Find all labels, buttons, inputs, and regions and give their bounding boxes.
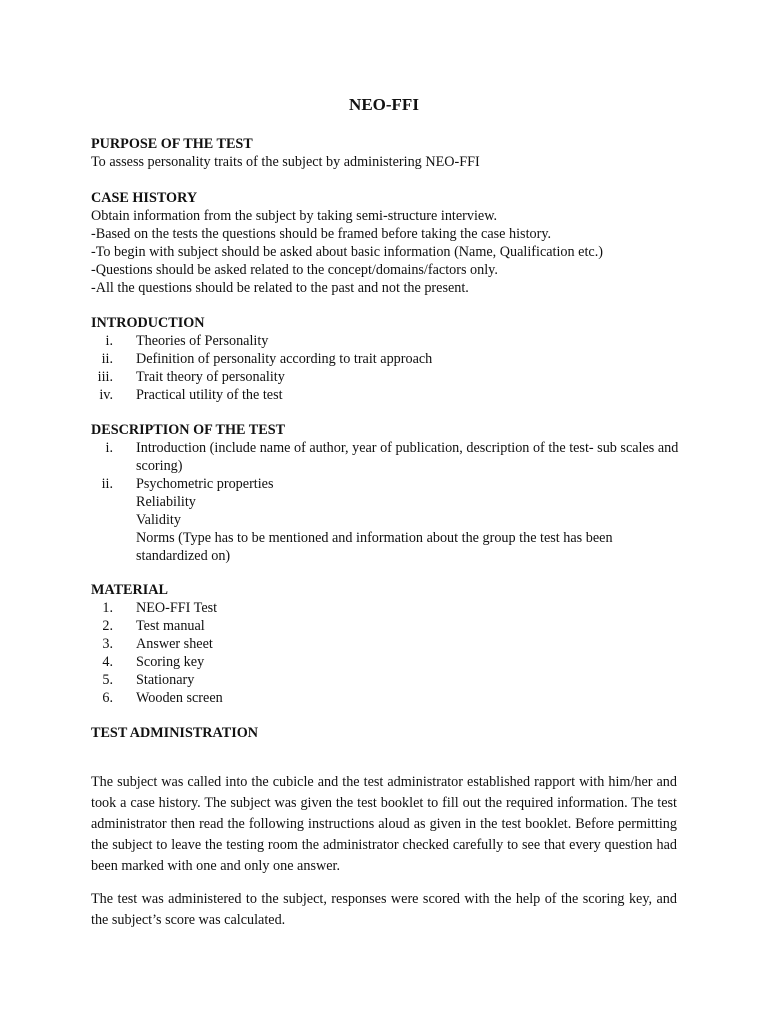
- purpose-text: To assess personality traits of the subject by administering NEO-FFI: [91, 154, 480, 170]
- list-item: [91, 689, 681, 707]
- list-marker: ii.: [101, 476, 113, 492]
- list-item-text: Scoring key: [136, 654, 205, 670]
- list-item-text: NEO-FFI Test: [136, 600, 218, 616]
- list-marker: iii.: [97, 369, 113, 385]
- list-item: [91, 368, 681, 386]
- list-item-text: Practical utility of the test: [136, 387, 283, 403]
- document-title: NEO-FFI: [349, 95, 419, 114]
- case-history-line: -Questions should be asked related to the concept/domains/factors only.: [91, 262, 498, 278]
- purpose-heading: PURPOSE OF THE TEST: [91, 136, 253, 152]
- list-marker: 1.: [102, 600, 113, 616]
- list-item: [91, 671, 681, 689]
- case-history-heading: CASE HISTORY: [91, 190, 198, 206]
- list-item: [91, 475, 681, 565]
- list-item: [91, 653, 681, 671]
- list-marker: 5.: [102, 672, 113, 688]
- list-marker: ii.: [101, 351, 113, 367]
- case-history-line: -All the questions should be related to the past and not the present.: [91, 280, 469, 296]
- material-section: [91, 581, 681, 707]
- material-heading: MATERIAL: [91, 582, 168, 598]
- administration-heading: TEST ADMINISTRATION: [91, 725, 259, 741]
- case-history-line: -Based on the tests the questions should be framed before taking the case history.: [91, 226, 552, 242]
- list-item: [91, 599, 681, 617]
- list-item: [91, 386, 681, 404]
- list-item-text: Wooden screen: [136, 690, 223, 706]
- list-item: [91, 350, 681, 368]
- list-item: [91, 332, 681, 350]
- introduction-section: [91, 314, 681, 404]
- list-marker: 4.: [102, 654, 113, 670]
- list-marker: 2.: [102, 618, 113, 634]
- list-marker: 3.: [102, 636, 113, 652]
- list-item-text: Introduction (include name of author, year of publication, description of the test- sub scales and scoring): [136, 440, 679, 474]
- introduction-list: [91, 332, 681, 404]
- list-item-text: Test manual: [136, 618, 205, 634]
- list-item-text: Stationary: [136, 672, 195, 688]
- description-heading: DESCRIPTION OF THE TEST: [91, 422, 286, 438]
- list-marker: iv.: [99, 387, 113, 403]
- list-item-text: Theories of Personality: [136, 333, 269, 349]
- case-history-line: -To begin with subject should be asked about basic information (Name, Qualification etc.): [91, 244, 603, 260]
- administration-paragraph: The subject was called into the cubicle and the test administrator established rapport with him/her and took a case history. The subject was given the test booklet to fill out the required information. The test administrator then read the following instructions aloud as given in the test booklet. Before permitting the subject to leave the testing room the administrator checked carefully to see that every question had been marked with one and only one answer.: [91, 774, 677, 874]
- material-list: [91, 599, 681, 707]
- list-marker: i.: [105, 440, 113, 456]
- purpose-section: [91, 135, 681, 171]
- case-history-line: Obtain information from the subject by taking semi-structure interview.: [91, 208, 498, 224]
- sub-item-text: Validity: [136, 512, 181, 528]
- sub-item-text: Norms (Type has to be mentioned and information about the group the test has been standardized on): [136, 530, 613, 564]
- description-list: [91, 439, 681, 565]
- list-item-text: Definition of personality according to trait approach: [136, 351, 433, 367]
- introduction-heading: INTRODUCTION: [91, 315, 205, 331]
- description-section: [91, 421, 681, 565]
- list-marker: 6.: [102, 690, 113, 706]
- sub-item-text: Reliability: [136, 494, 196, 510]
- list-item: [91, 635, 681, 653]
- list-item-text: Answer sheet: [136, 636, 213, 652]
- case-history-section: [91, 189, 681, 297]
- list-item: [91, 439, 681, 475]
- list-item-text: Trait theory of personality: [136, 369, 285, 385]
- administration-paragraph: The test was administered to the subject, responses were scored with the help of the scoring key, and the subject’s score was calculated.: [91, 891, 677, 928]
- list-item-text: Psychometric properties: [136, 476, 274, 492]
- list-item: [91, 617, 681, 635]
- list-marker: i.: [105, 333, 113, 349]
